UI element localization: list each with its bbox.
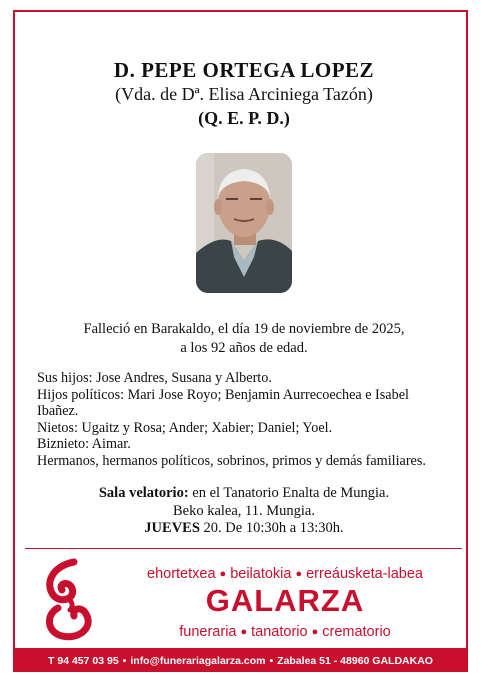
footer-separator: • xyxy=(122,655,127,667)
footer-separator: • xyxy=(269,655,274,667)
services-top xyxy=(110,566,460,582)
portrait-photo xyxy=(196,153,292,293)
wake-room-place: en el Tanatorio Enalta de Mungia. xyxy=(188,485,390,501)
death-info-line-1: Falleció en Barakaldo, el día 19 de noviembre de 2025, xyxy=(83,321,405,337)
wake-hours: 20. De 10:30h a 13:30h. xyxy=(199,520,344,536)
wake-day: JUEVES xyxy=(144,520,200,536)
service-errausketa-labea: erreáusketa-labea xyxy=(306,566,423,582)
service-funeraria: funeraria xyxy=(179,624,237,640)
services-bottom xyxy=(110,624,460,640)
widow-of-line: (Vda. de Dª. Elisa Arciniega Tazón) xyxy=(115,84,373,104)
deceased-name: D. PEPE ORTEGA LOPEZ xyxy=(113,58,375,82)
service-crematorio: crematorio xyxy=(322,624,391,640)
footer-address: Zabalea 51 - 48960 GALDAKAO xyxy=(277,655,433,667)
service-ehortetxea: ehortetxea xyxy=(147,566,216,582)
wake-room-line xyxy=(0,485,488,502)
divider xyxy=(25,548,462,549)
service-beilatokia: beilatokia xyxy=(230,566,292,582)
family-children: Sus hijos: Jose Andres, Susana y Alberto. xyxy=(37,370,272,386)
dot-separator: ● xyxy=(219,568,227,581)
qepd-line: (Q. E. P. D.) xyxy=(198,108,290,128)
dot-separator: ● xyxy=(311,626,319,639)
family-in-laws: Hijos políticos: Mari Jose Royo; Benjamin Aurrecoechea e Isabel Ibañez. xyxy=(37,386,409,419)
dot-separator: ● xyxy=(240,626,248,639)
family-grandchildren: Nietos: Ugaitz y Rosa; Ander; Xabier; Daniel; Yoel. xyxy=(37,419,333,436)
contact-footer xyxy=(13,650,468,672)
footer-email: info@funerariagalarza.com xyxy=(130,655,266,667)
wake-address: Beko kalea, 11. Mungia. xyxy=(172,503,315,519)
footer-phone: T 94 457 03 95 xyxy=(48,655,119,667)
wake-schedule-line xyxy=(0,520,488,537)
service-tanatorio: tanatorio xyxy=(251,624,308,640)
wake-room-label: Sala velatorio: xyxy=(98,485,189,501)
family-great-grandchild: Biznieto: Aimar. xyxy=(37,436,131,452)
family-list xyxy=(37,370,452,469)
galarza-logo-icon xyxy=(38,558,104,642)
funeral-home-name: GALARZA xyxy=(205,583,365,618)
death-info-line-2: a los 92 años de edad. xyxy=(180,340,308,356)
dot-separator: ● xyxy=(295,568,303,581)
family-others: Hermanos, hermanos políticos, sobrinos, primos y demás familiares. xyxy=(37,452,426,469)
